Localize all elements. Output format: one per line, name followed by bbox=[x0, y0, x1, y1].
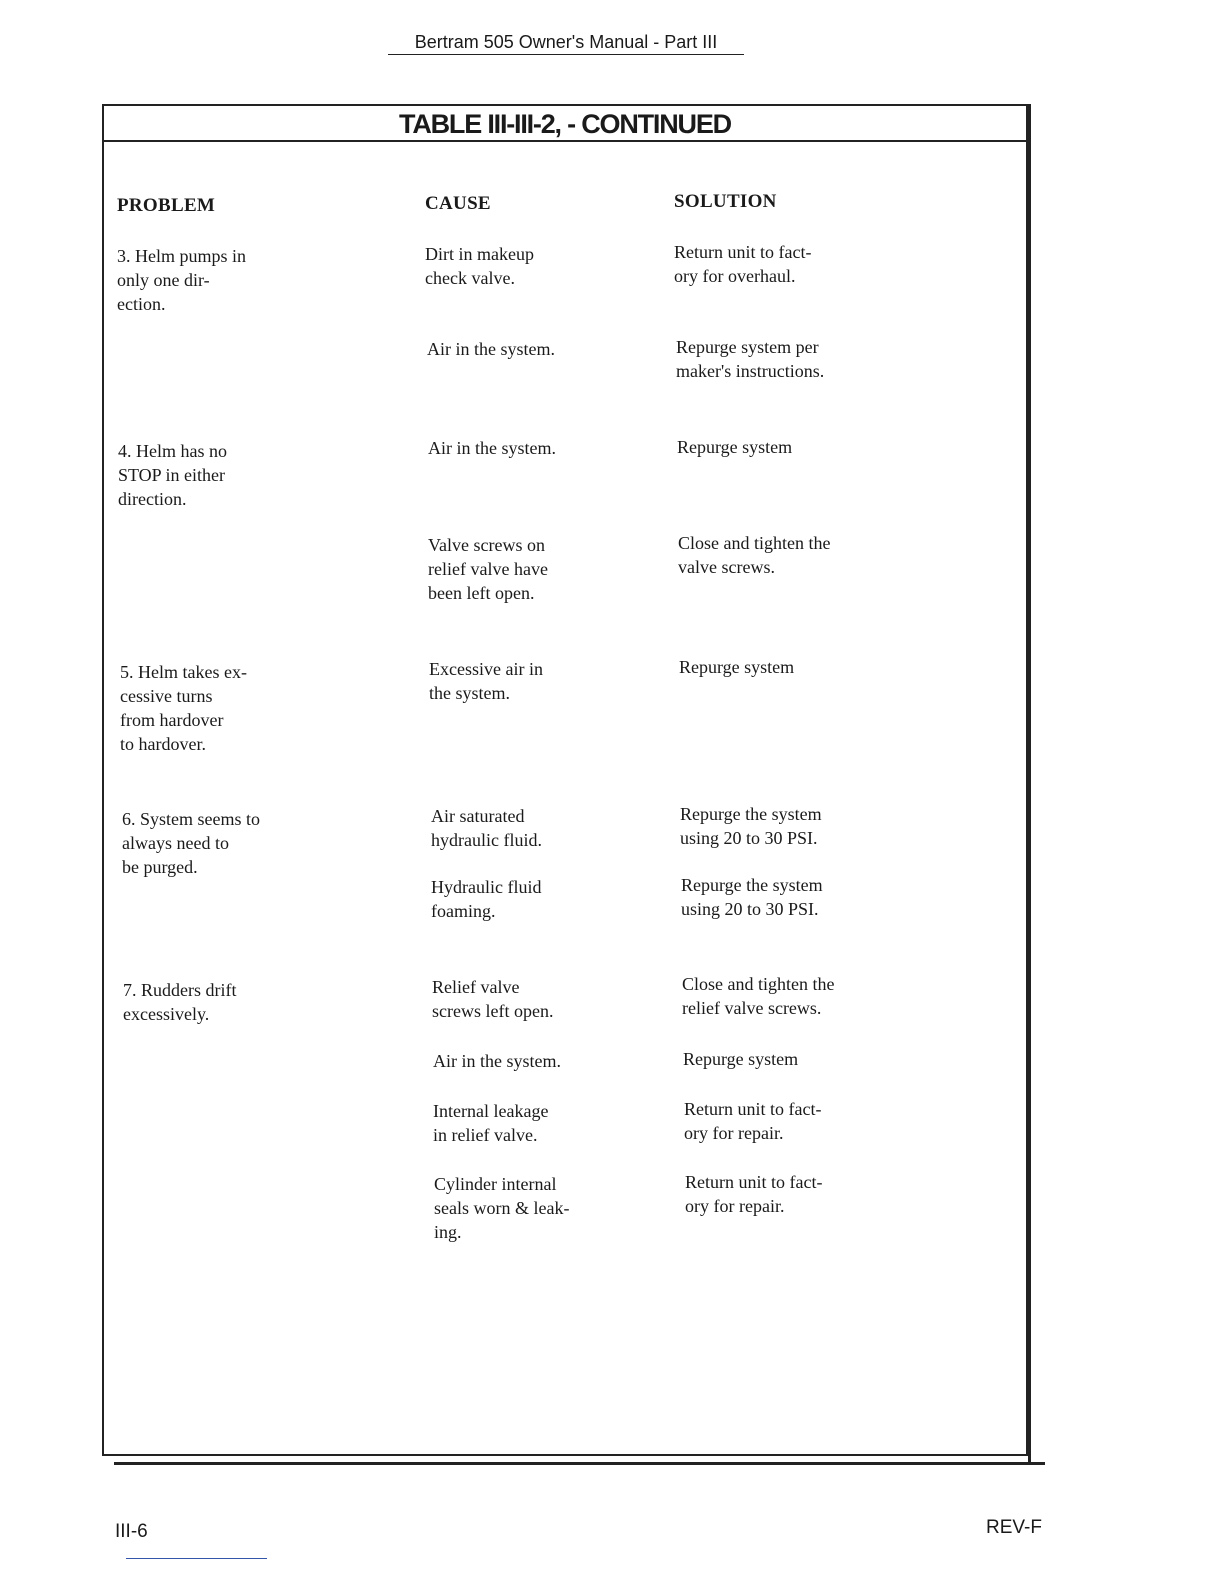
cause-cell: Hydraulic fluid foaming. bbox=[431, 877, 542, 921]
cause-cell: Air in the system. bbox=[428, 438, 556, 458]
solution-cell: Close and tighten the valve screws. bbox=[678, 533, 831, 577]
page-number: III-6 bbox=[115, 1521, 148, 1542]
problem-cell: 3. Helm pumps in only one dir- ection. bbox=[117, 246, 246, 314]
cause-cell: Internal leakage in relief valve. bbox=[433, 1101, 549, 1145]
cause-cell: Air saturated hydraulic fluid. bbox=[431, 806, 542, 850]
solution-cell: Return unit to fact- ory for repair. bbox=[685, 1172, 823, 1216]
cause-cell: Valve screws on relief valve have been left open. bbox=[428, 535, 548, 603]
solution-cell: Return unit to fact- ory for repair. bbox=[684, 1099, 822, 1143]
revision-label: REV-F bbox=[986, 1517, 1042, 1538]
solution-cell: Close and tighten the relief valve screws. bbox=[682, 974, 835, 1018]
column-header-solution: SOLUTION bbox=[674, 191, 777, 212]
problem-cell: 6. System seems to always need to be purged. bbox=[122, 809, 260, 877]
cause-cell: Dirt in makeup check valve. bbox=[425, 244, 534, 288]
cause-cell: Air in the system. bbox=[433, 1051, 561, 1071]
table-title: TABLE III-III-2, - CONTINUED bbox=[104, 106, 1026, 142]
problem-cell: 4. Helm has no STOP in either direction. bbox=[118, 441, 227, 509]
column-header-problem: PROBLEM bbox=[117, 195, 216, 216]
cause-cell: Excessive air in the system. bbox=[429, 659, 543, 703]
solution-cell: Repurge system bbox=[683, 1049, 799, 1069]
cause-cell: Cylinder internal seals worn & leak- ing. bbox=[434, 1174, 570, 1242]
solution-cell: Repurge the system using 20 to 30 PSI. bbox=[680, 804, 822, 848]
column-header-cause: CAUSE bbox=[425, 193, 491, 214]
footer-rule bbox=[126, 1558, 267, 1559]
table-shadow-bottom bbox=[114, 1462, 1045, 1465]
solution-cell: Repurge system bbox=[679, 657, 795, 677]
solution-cell: Repurge system per maker's instructions. bbox=[676, 337, 825, 381]
solution-cell: Repurge system bbox=[677, 437, 793, 457]
problem-cell: 7. Rudders drift excessively. bbox=[123, 980, 237, 1024]
solution-cell: Return unit to fact- ory for overhaul. bbox=[674, 242, 812, 286]
cause-cell: Air in the system. bbox=[427, 339, 555, 359]
cause-cell: Relief valve screws left open. bbox=[432, 977, 554, 1021]
page-header: Bertram 505 Owner's Manual - Part III bbox=[388, 32, 744, 55]
solution-cell: Repurge the system using 20 to 30 PSI. bbox=[681, 875, 823, 919]
problem-cell: 5. Helm takes ex- cessive turns from hardover to hardover. bbox=[120, 662, 247, 754]
table-shadow-right bbox=[1028, 104, 1031, 1464]
